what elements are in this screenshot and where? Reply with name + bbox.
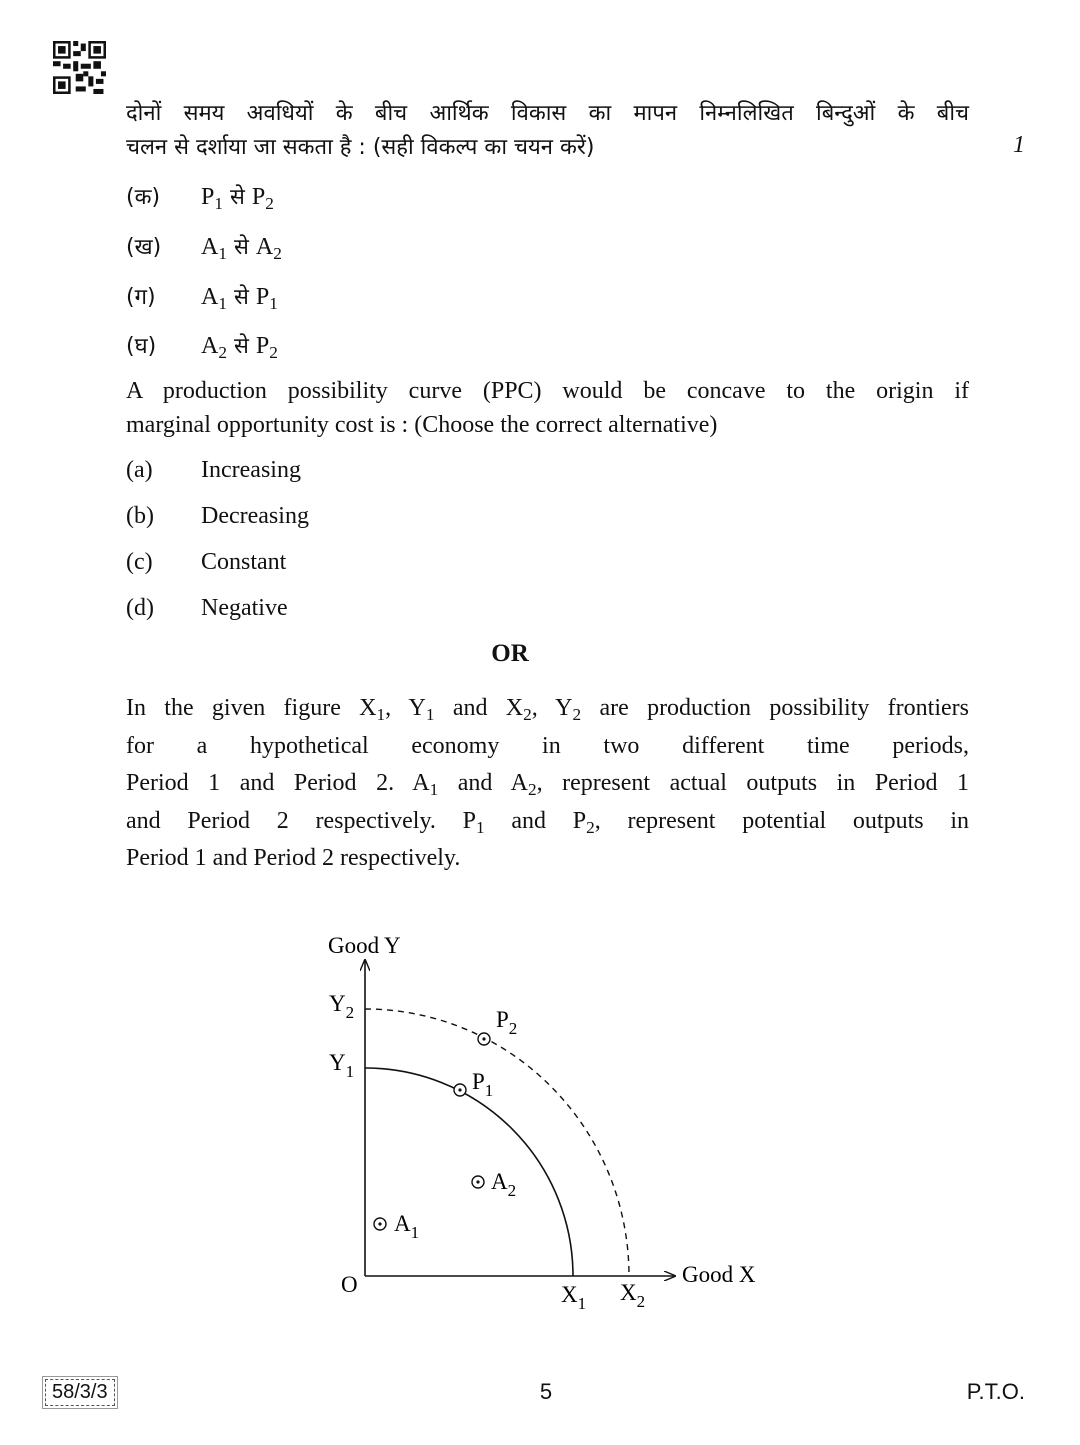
or-separator: OR bbox=[491, 640, 529, 667]
label-x1: $X_1$ bbox=[561, 1282, 587, 1313]
label-p2: $P_2$ bbox=[496, 1007, 518, 1038]
paper-code: 58/3/3 bbox=[45, 1379, 115, 1406]
label-x2: $X_2$ bbox=[620, 1280, 646, 1311]
hindi-question-line-2: चलन से दर्शाया जा सकता है : (सही विकल्प का चयन करें) bbox=[126, 135, 595, 160]
option-label: (ख) bbox=[126, 235, 162, 260]
x-axis-label: Good X bbox=[682, 1262, 756, 1287]
english-question-line-1: A production possibility curve (PPC) would be concave to the origin if bbox=[126, 378, 969, 404]
paragraph-line-2: for a hypothetical economy in two different time periods, bbox=[126, 732, 969, 759]
option-label: (घ) bbox=[126, 334, 157, 359]
point-p1 bbox=[454, 1084, 466, 1096]
label-p1: $P_1$ bbox=[472, 1069, 494, 1100]
option-label: (d) bbox=[126, 594, 154, 621]
pto-label: P.T.O. bbox=[966, 1379, 1025, 1404]
option-text: Decreasing bbox=[201, 502, 309, 529]
label-a1: $A_1$ bbox=[394, 1211, 420, 1242]
option-label: (a) bbox=[126, 456, 153, 483]
ppc-period-1 bbox=[365, 1068, 573, 1276]
option-label: (c) bbox=[126, 548, 153, 575]
paragraph-line-4: and Period 2 respectively. $P_1$ and $P_2$, represent potential outputs in bbox=[126, 807, 970, 837]
option-text: $A_1$ से $P_1$ bbox=[201, 284, 278, 314]
paragraph-line-1: In the given figure $X_1$, $Y_1$ and $X_2$, $Y_2$ are production possibility frontiers bbox=[126, 695, 969, 725]
origin-label: O bbox=[341, 1272, 358, 1297]
option-text: $P_1$ से $P_2$ bbox=[201, 184, 274, 214]
label-a2: $A_2$ bbox=[491, 1169, 517, 1200]
english-question-line-2: marginal opportunity cost is : (Choose the correct alternative) bbox=[126, 412, 718, 438]
option-label: (क) bbox=[126, 185, 161, 210]
option-text: $A_2$ से $P_2$ bbox=[201, 333, 278, 363]
y-axis-label: Good Y bbox=[328, 933, 401, 958]
option-text: Increasing bbox=[201, 456, 301, 483]
point-a2 bbox=[472, 1176, 484, 1188]
option-text: $A_1$ से $A_2$ bbox=[201, 234, 282, 264]
label-y1: $Y_1$ bbox=[329, 1050, 355, 1081]
paragraph-line-5: Period 1 and Period 2 respectively. bbox=[126, 845, 461, 871]
label-y2: $Y_2$ bbox=[329, 991, 355, 1022]
marks: 1 bbox=[1013, 132, 1025, 158]
hindi-question-line-1: दोनों समय अवधियों के बीच आर्थिक विकास का मापन निम्नलिखित बिन्दुओं के बीच bbox=[126, 101, 969, 126]
option-label: (ग) bbox=[126, 285, 156, 310]
option-label: (b) bbox=[126, 502, 154, 529]
page-number: 5 bbox=[539, 1379, 553, 1404]
paragraph-line-3: Period 1 and Period 2. $A_1$ and $A_2$, represent actual outputs in Period 1 bbox=[126, 770, 969, 800]
point-p2 bbox=[478, 1033, 490, 1045]
point-a1 bbox=[374, 1218, 386, 1230]
option-text: Constant bbox=[201, 548, 287, 575]
option-text: Negative bbox=[201, 594, 288, 621]
